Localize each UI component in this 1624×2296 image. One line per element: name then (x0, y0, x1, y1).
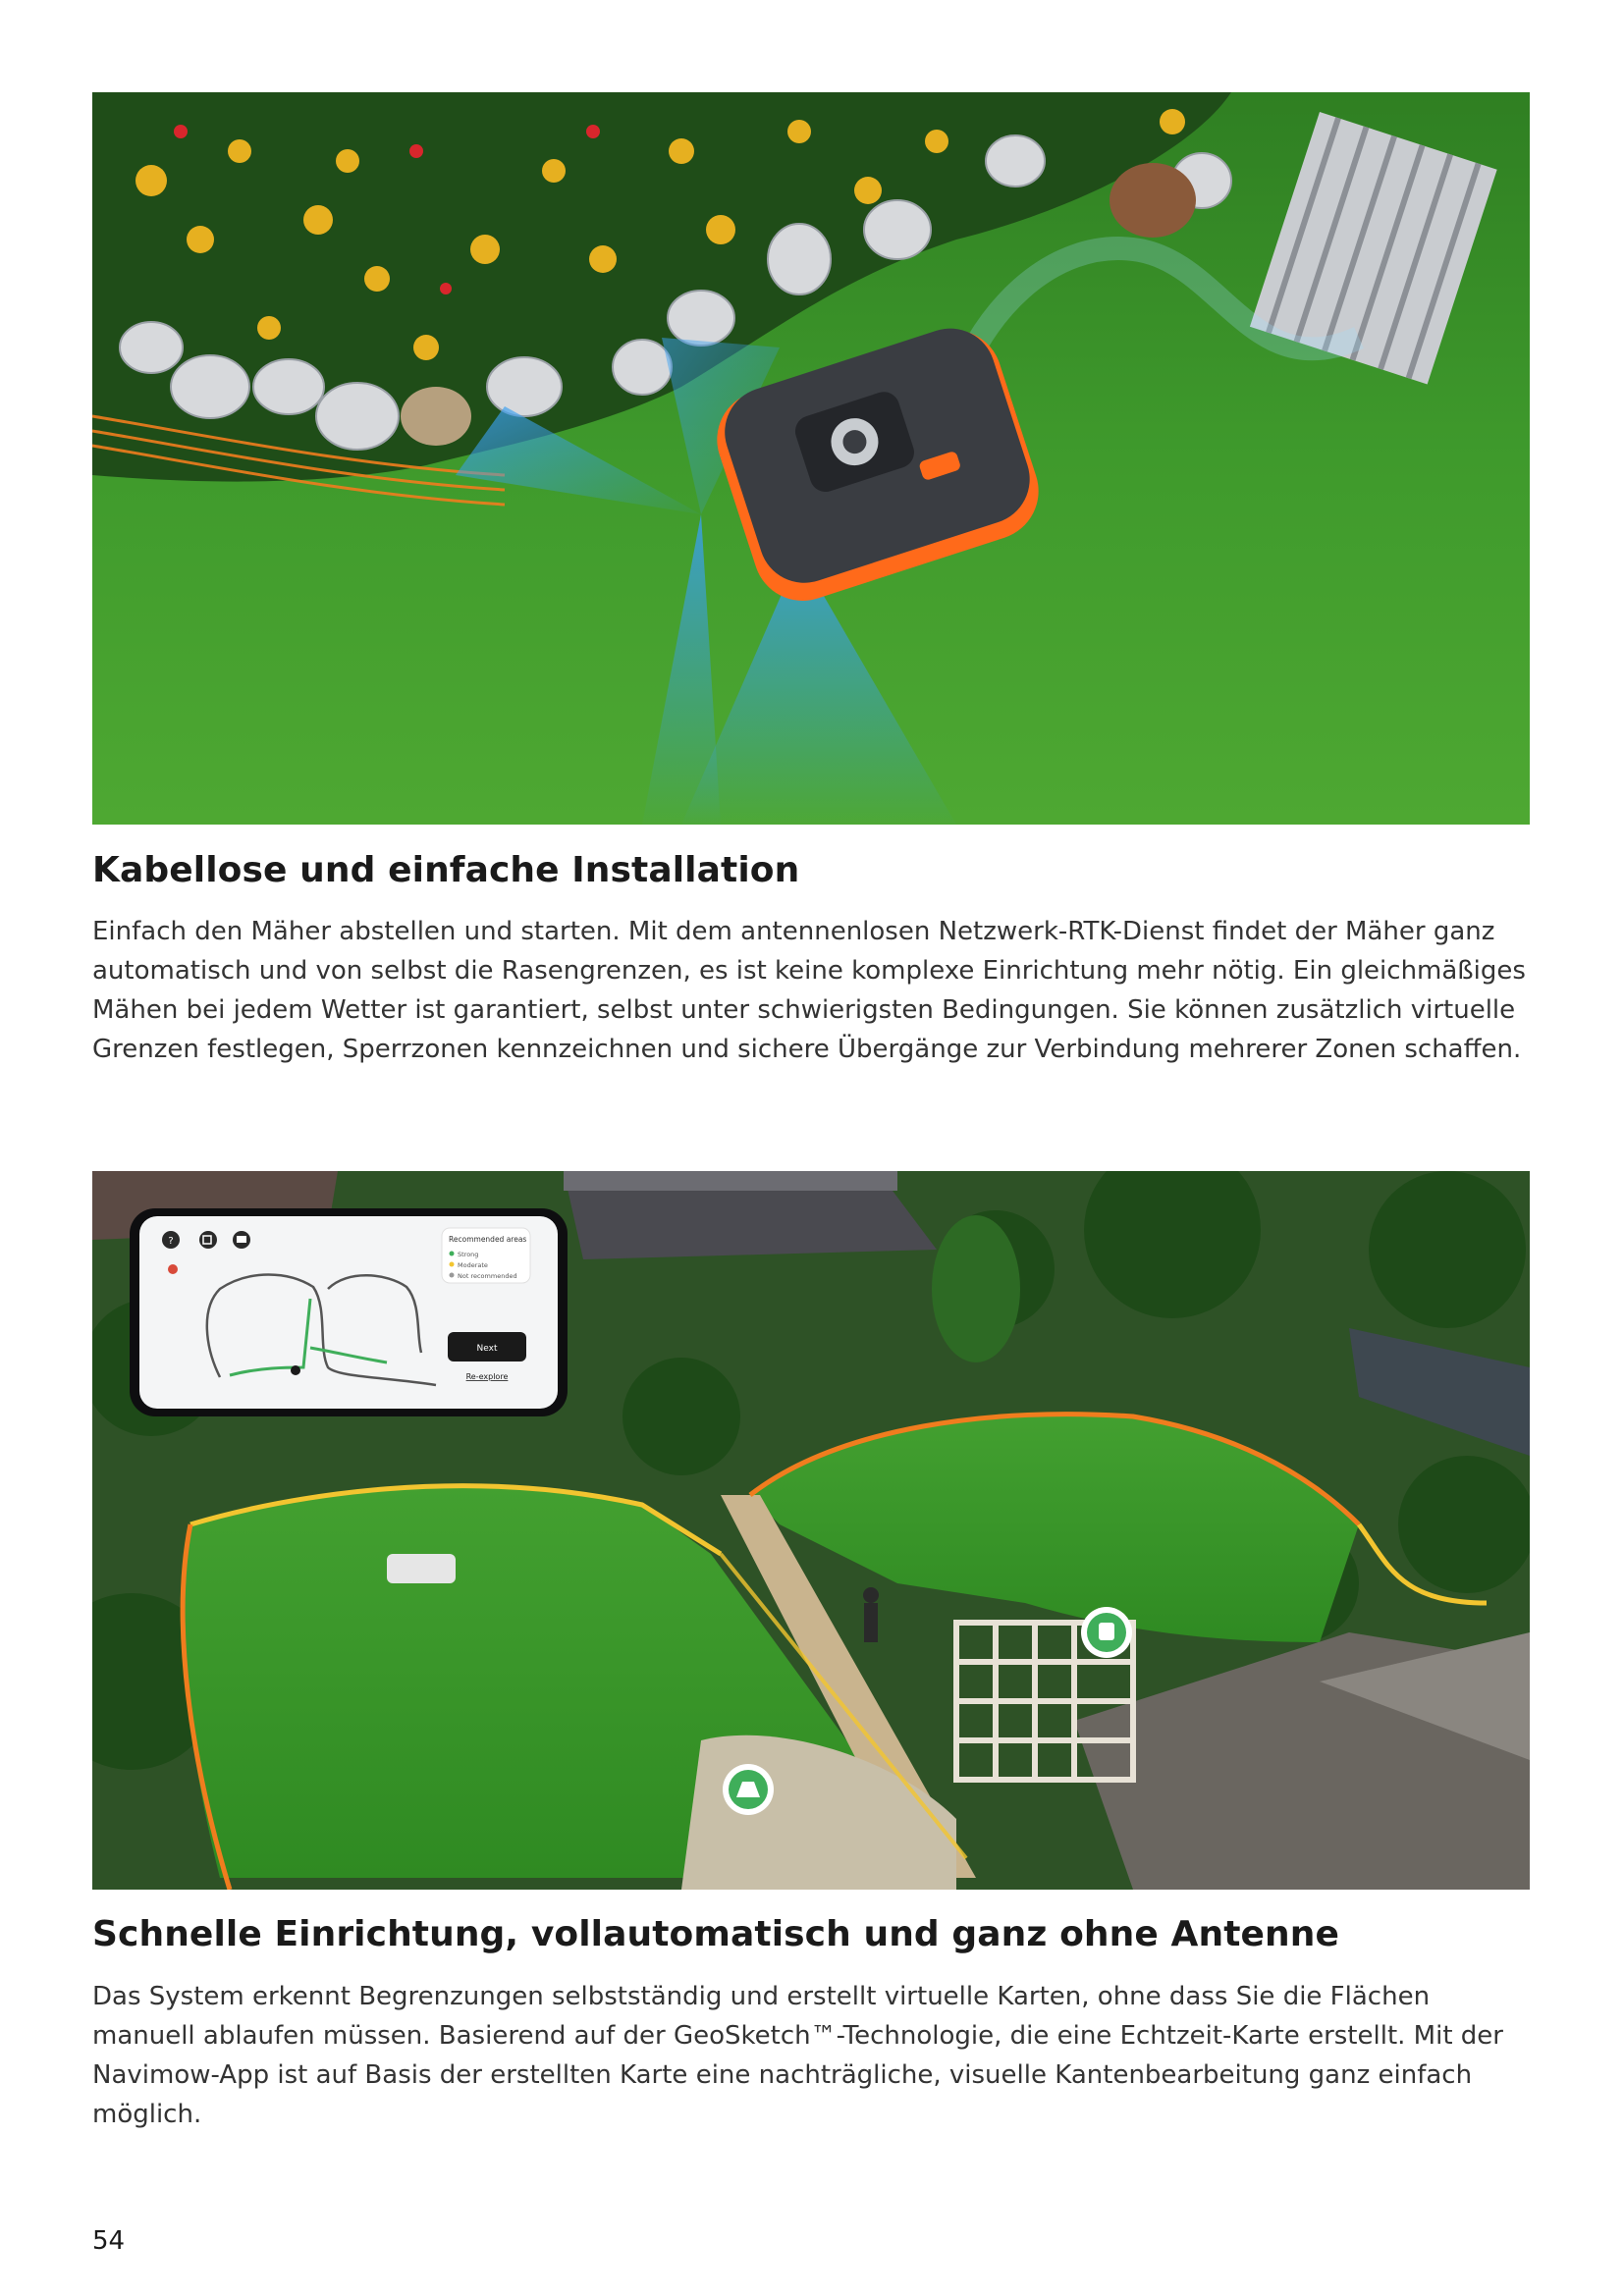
section-body: Einfach den Mäher abstellen und starten. Mit dem antennenlosen Netzwerk-RTK-Dienst findet der Mäher ganz automatisch und von selbst die Rasengrenzen, es ist keine komplexe Einrichtung mehr nötig. Ein gleichmäßiges Mähen bei jedem Wetter ist garantiert, selbst unter schwierigsten Bedingungen. Sie können zusätzlich virtuelle Grenzen festlegen, Sperrzonen kennzeichnen und sichere Übergänge zur Verbindung mehrerer Zonen schaffen. (92, 917, 1526, 1064)
next-button[interactable] (448, 1332, 526, 1362)
section-body: Das System erkennt Begrenzungen selbstständig und erstellt virtuelle Karten, ohne dass Sie die Flächen manuell ablaufen müssen. Basierend auf der GeoSketch™-Technologie, die eine Echtzeit-Karte erstellt. Mit der Navimow-App ist auf Basis der erstellten Karte eine nachträgliche, visuelle Kantenbearbeitung ganz einfach möglich. (92, 1982, 1503, 2129)
station-pin-icon (1081, 1607, 1132, 1658)
exit-icon[interactable] (199, 1231, 217, 1249)
charging-station-pin-icon (723, 1764, 774, 1815)
page-number: 54 (92, 2226, 126, 2256)
help-icon[interactable] (162, 1231, 180, 1249)
app-screen (130, 1208, 568, 1416)
section-heading: Kabellose und einfache Installation (92, 850, 800, 890)
photo-robot-mower (92, 92, 1530, 825)
section-heading: Schnelle Einrichtung, vollautomatisch und ganz ohne Antenne (92, 1914, 1340, 1954)
legend-item: Moderate (458, 1261, 488, 1269)
svg-text:?: ? (168, 1236, 174, 1247)
legend-item: Strong (458, 1251, 479, 1258)
photo-garden-map (92, 1171, 1530, 1890)
next-button-label: Next (476, 1344, 498, 1354)
legend-item: Not recommended (458, 1272, 517, 1280)
reexplore-link[interactable]: Re-explore (465, 1372, 509, 1381)
legend-title: Recommended areas (449, 1235, 527, 1244)
layers-icon[interactable] (233, 1231, 250, 1249)
location-icon (168, 1264, 178, 1274)
